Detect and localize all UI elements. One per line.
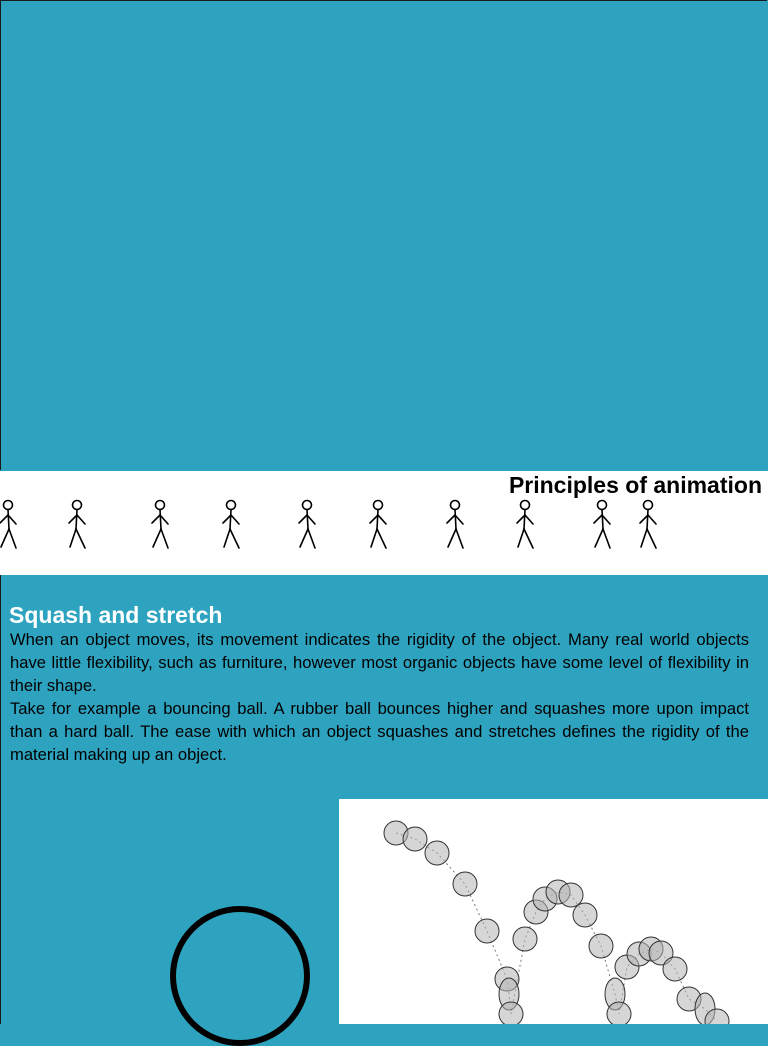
ball-frame (475, 919, 499, 943)
ball-frame (403, 827, 427, 851)
stick-figure-icon (640, 501, 656, 549)
bouncing-ball-illustration (339, 799, 768, 1024)
ball-outline-icon (170, 906, 310, 1046)
paragraph-1: When an object moves, its movement indicates the rigidity of the object. Many real world objects have little flexibility, such as furniture, however most organic objects have some level of flexibility in their shape. (10, 630, 749, 695)
page-title: Principles of animation (508, 472, 762, 498)
section-title: Squash and stretch (9, 602, 223, 628)
stick-figure-icon (447, 501, 463, 549)
ball-frame (663, 957, 687, 981)
header-strip (0, 471, 768, 575)
stick-figure-icon (299, 501, 315, 549)
stick-figure-icon (152, 501, 168, 549)
ball-frame (425, 841, 449, 865)
body-text (10, 628, 749, 766)
stick-figure-icon (69, 501, 85, 549)
stick-figure-icon (370, 501, 386, 549)
stick-figure-icon (594, 501, 610, 549)
ball-frame (499, 1002, 523, 1024)
top-blue-panel (0, 0, 767, 470)
stick-figure-icon (223, 501, 239, 549)
ball-frame (607, 1002, 631, 1024)
ball-frame (589, 934, 613, 958)
ball-frame (573, 903, 597, 927)
stick-figure-icon (517, 501, 533, 549)
ball-frame (513, 927, 537, 951)
paragraph-2: Take for example a bouncing ball. A rubber ball bounces higher and squashes more upon impact than a hard ball. The ease with which an object squashes and stretches defines the rigidity of the material making up an object. (10, 699, 749, 764)
ball-frame (453, 872, 477, 896)
bouncing-ball-sequence (339, 799, 768, 1024)
stick-figure-icon (0, 501, 16, 549)
ball-frame (559, 883, 583, 907)
